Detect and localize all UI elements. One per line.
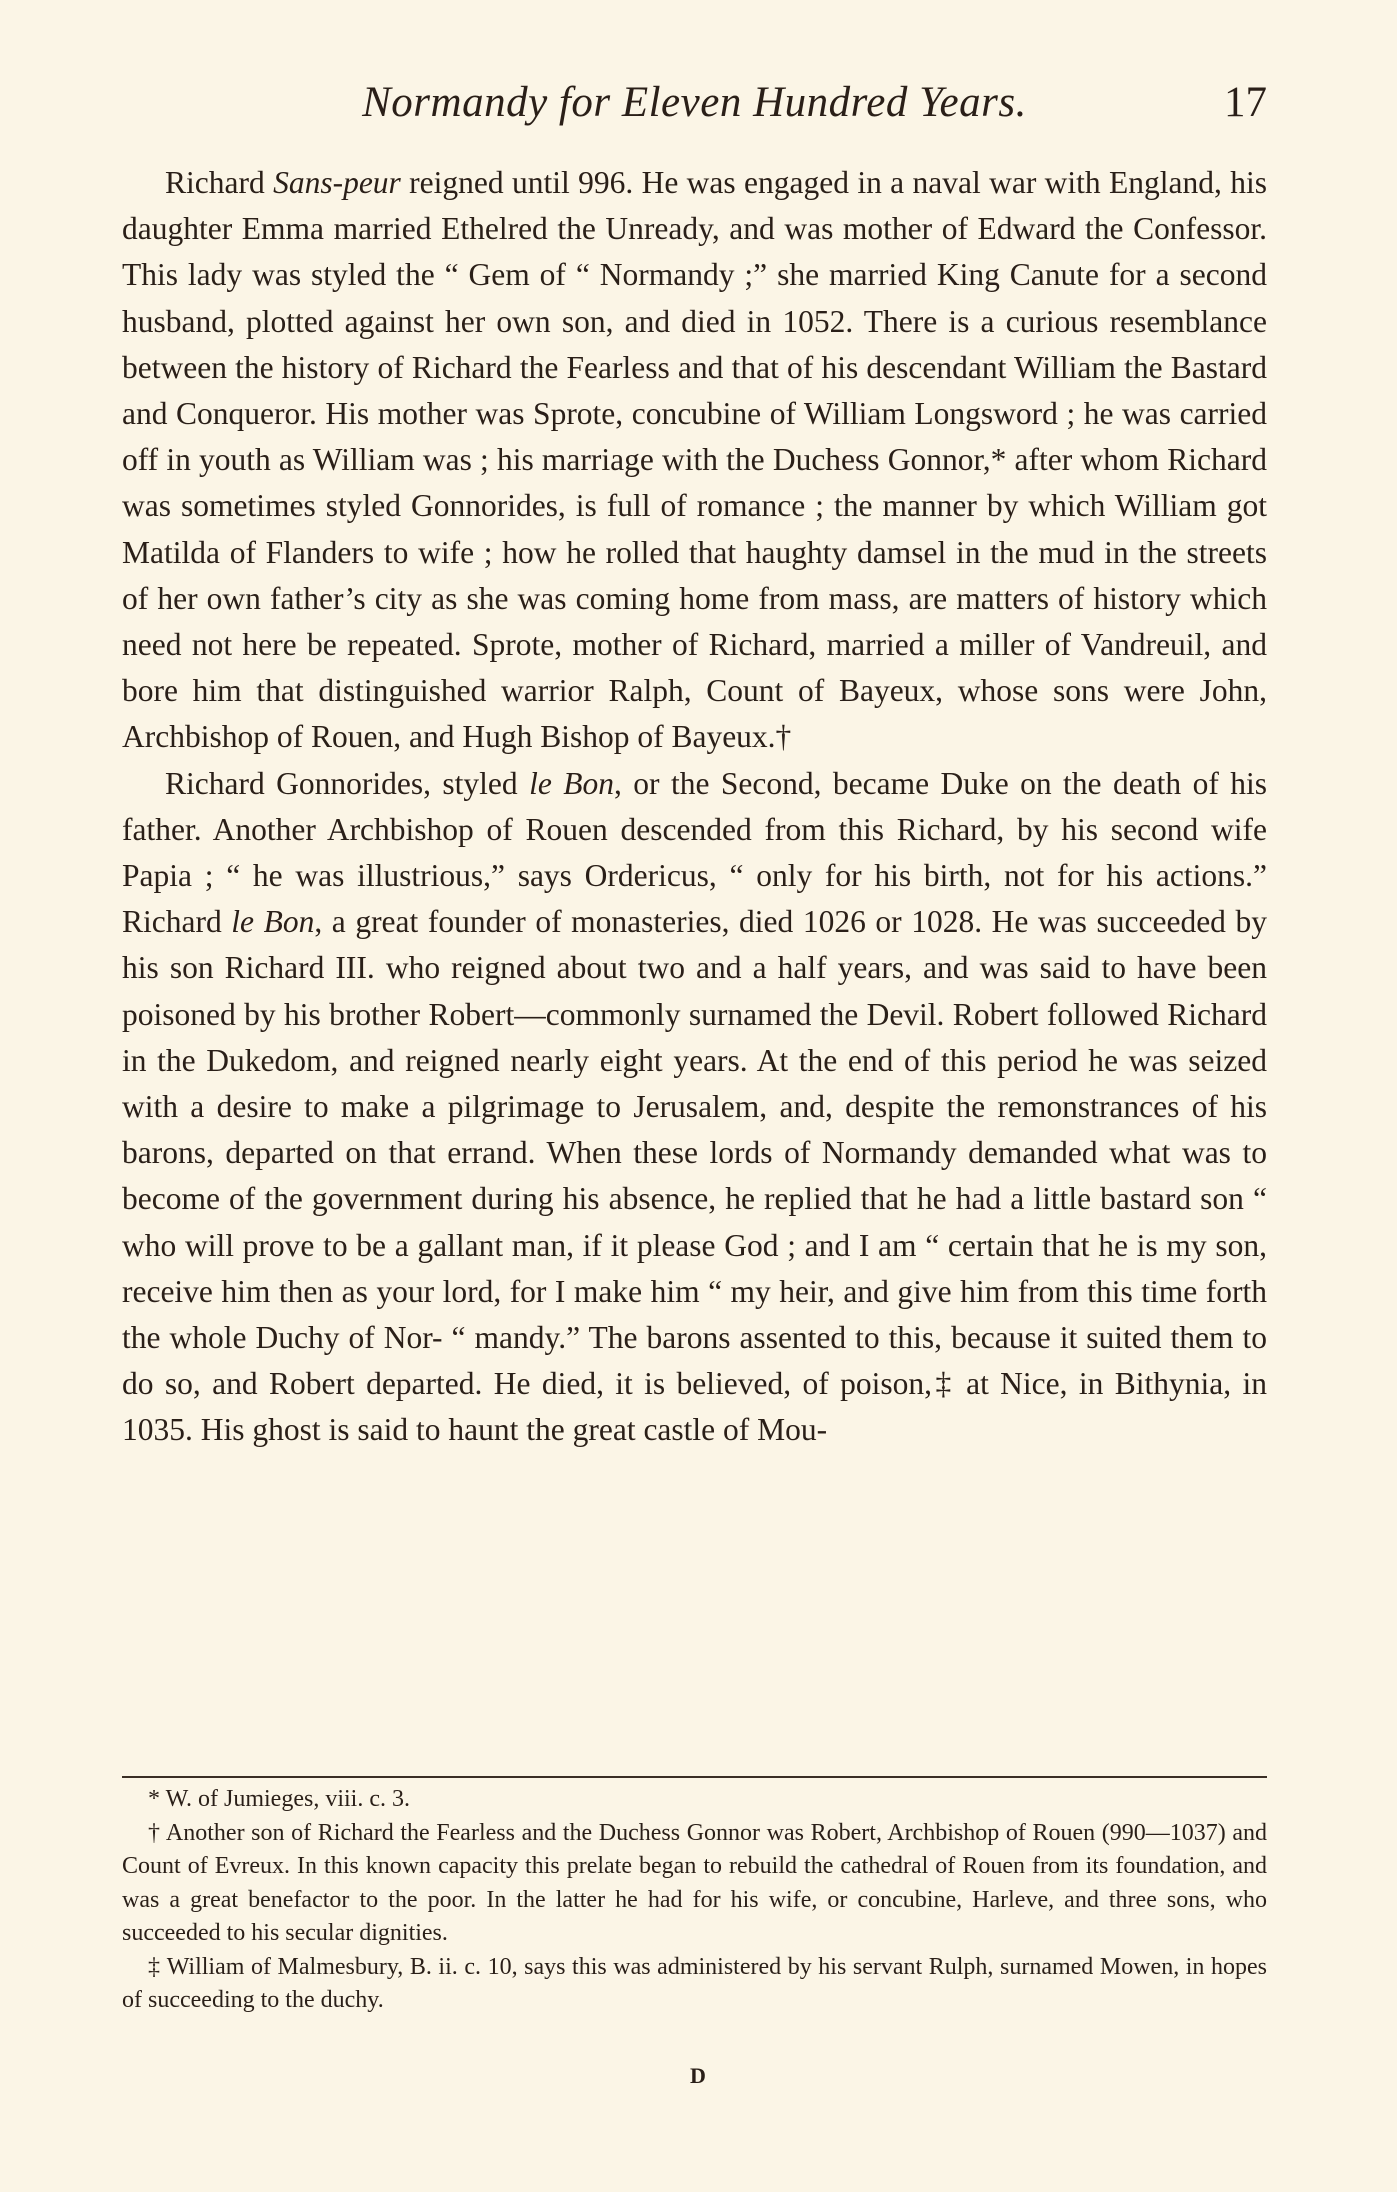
footnote: ‡ William of Malmesbury, B. ii. c. 10, says this was administered by his servant Rulph, surnamed Mowen, in hopes of succeeding to the duchy. xyxy=(122,1953,1267,2013)
text-run: Richard xyxy=(165,165,274,200)
signature-mark: D xyxy=(690,2063,707,2088)
main-text xyxy=(122,160,1267,1454)
footnote-divider xyxy=(122,1776,1267,1778)
text-run: Richard Gonnorides, styled xyxy=(165,765,530,801)
footnote: * W. of Jumieges, viii. c. 3. xyxy=(148,1786,410,1812)
running-title: Normandy for Eleven Hundred Years. xyxy=(362,79,1027,126)
text-run: reigned until 996. He was engaged in a naval war with England, his daughter Emma married Ethelred the Unready, and was mother of Edward the Confessor. This lady was styled the “ Gem of “ Normandy ;” she married King Canute for a second husband, plotted against her own son, and died in 1052. There is a curious resemblance between the history of Richard the Fearless and that of his descendant William the Bastard and Conqueror. His mother was Sprote, concubine of William Longsword ; he was carried off in youth as William was ; his marriage with the Duchess Gonnor,* after whom Richard was sometimes styled Gonnorides, is full of romance ; the manner by which William got Matilda of Flanders to wife ; how he rolled that haughty damsel in the mud in the streets of her own father’s city as she was coming home from mass, are matters of history which need not here be repeated. Sprote, mother of Richard, married a miller of Vandreuil, and bore him that distinguished warrior Ralph, Count of Bayeux, whose sons were John, Archbishop of Rouen, and Hugh Bishop of Bayeux.† xyxy=(122,165,1267,755)
italic-text: le Bon xyxy=(231,904,315,940)
italic-text: Sans-peur xyxy=(273,165,401,200)
paragraph xyxy=(122,761,1267,1454)
paragraph xyxy=(122,160,1267,761)
italic-text: le Bon xyxy=(529,765,614,801)
footnote: † Another son of Richard the Fearless and the Duchess Gonnor was Robert, Archbishop of Rouen (990—1037) and Count of Evreux. In this known capacity this prelate began to rebuild the cathedral of Rouen from its foundation, and was a great benefactor to the poor. In the latter he had for his wife, or concubine, Harleve, and three sons, who succeeded to his secular dignities. xyxy=(122,1819,1267,1946)
page-number: 17 xyxy=(1224,79,1267,126)
text-run: , a great founder of monasteries, died 1026 or 1028. He was succeeded by his son Richard III. who reigned about two and a half years, and was said to have been poisoned by his brother Robert—commonly surnamed the Devil. Robert followed Richard in the Dukedom, and reigned nearly eight years. At the end of this period he was seized with a desire to make a pilgrimage to Jerusalem, and, despite the remonstrances of his barons, departed on that errand. When these lords of Normandy demanded what was to become of the government during his absence, he replied that he had a little bastard son “ who will prove to be a gallant man, if it please God ; and I am “ certain that he is my son, receive him then as your lord, for I make him “ my heir, and give him from this time forth the whole Duchy of Nor- “ mandy.” The barons assented to this, because it suited them to do so, and Robert departed. He died, it is believed, of poison,‡ at Nice, in Bithynia, in 1035. His ghost is said to haunt the great castle of Mou- xyxy=(122,904,1267,1448)
text-run: , or the Second, became Duke on the death of his father. Another Archbishop of Rouen descended from this Richard, by his second wife Papia ; “ he was illustrious,” says Ordericus, “ only for his birth, not for his actions.” Richard xyxy=(122,765,1267,940)
footnotes xyxy=(122,1783,1267,2018)
running-header xyxy=(122,78,1267,138)
